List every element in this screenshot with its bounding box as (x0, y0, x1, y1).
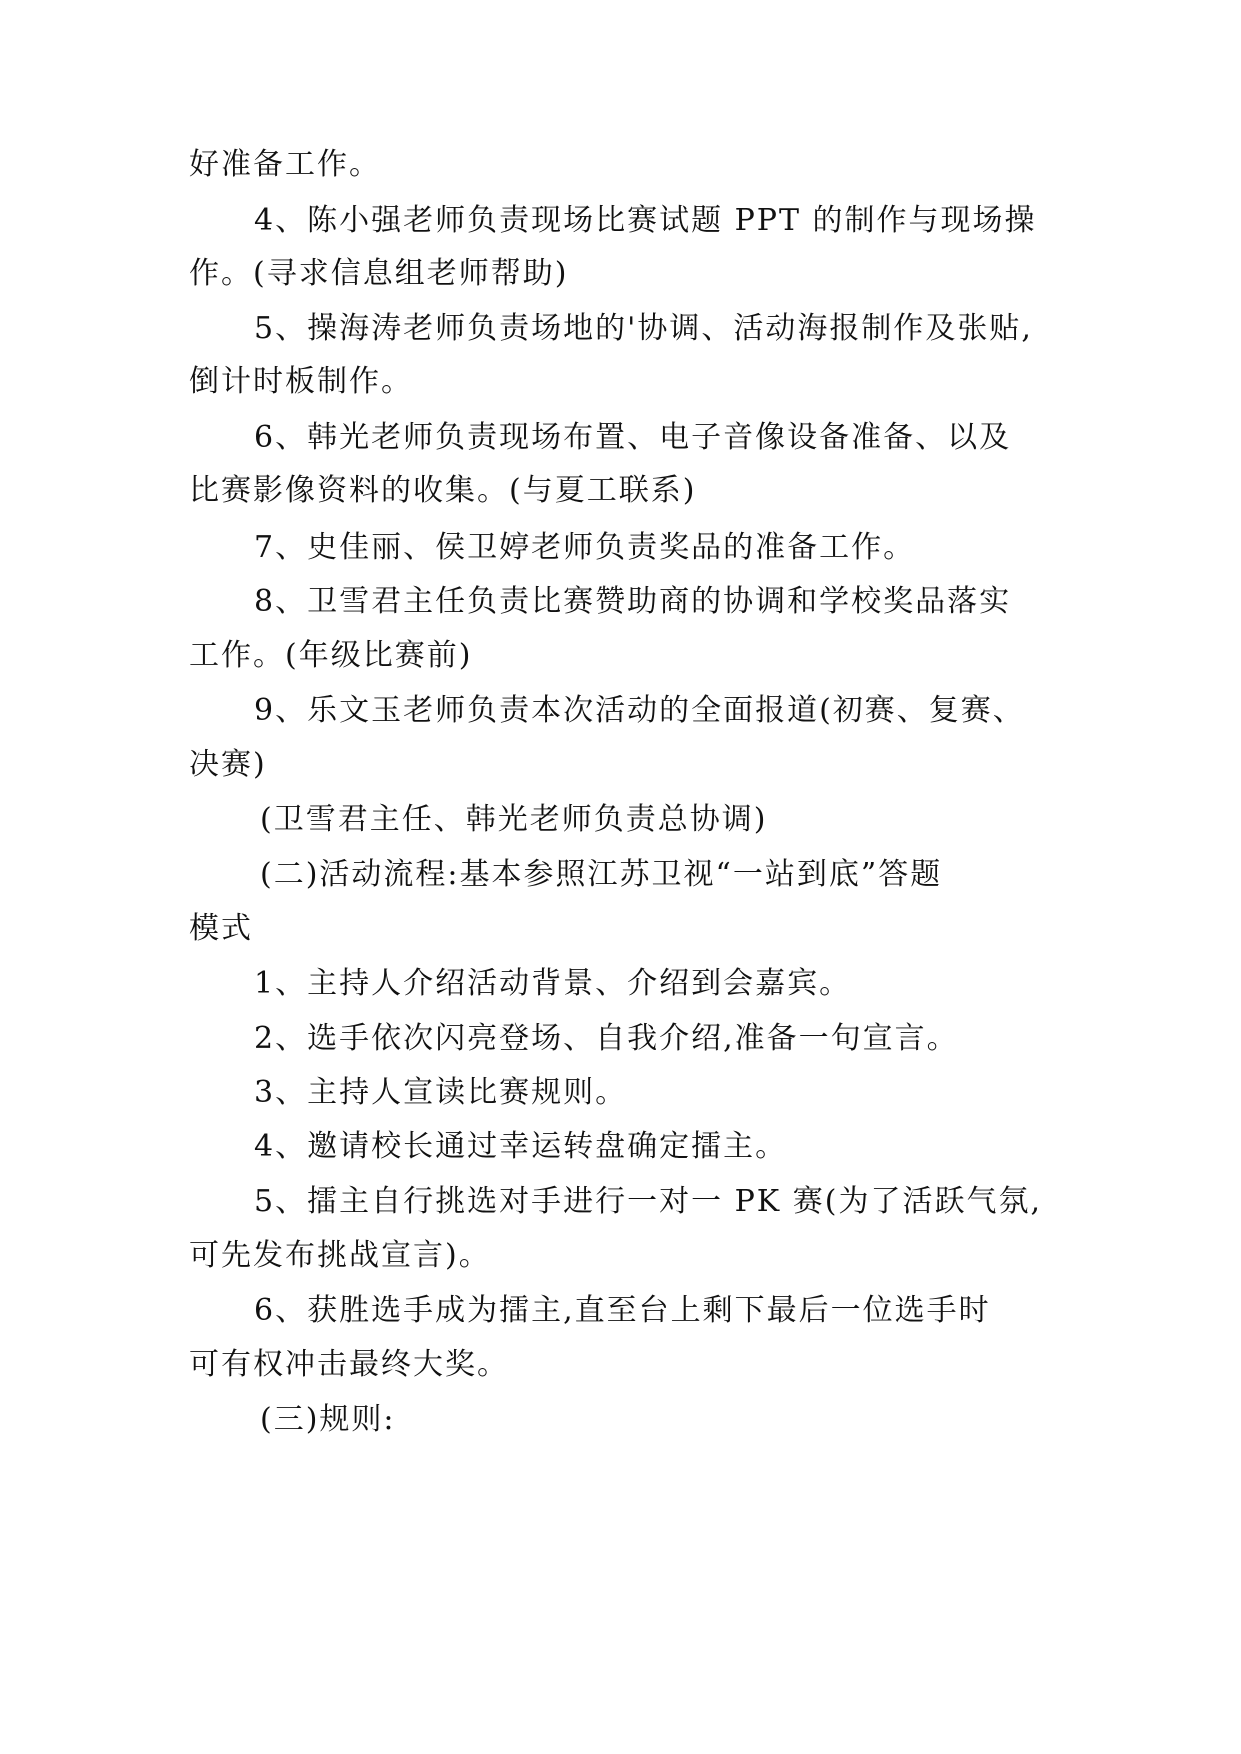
section-heading: (二)活动流程:基本参照江苏卫视“一站到底”答题 (260, 857, 943, 892)
paragraph-line: 6、获胜选手成为擂主,直至台上剩下最后一位选手时 (254, 1293, 991, 1328)
paragraph-line: 4、陈小强老师负责现场比赛试题 PPT 的制作与现场操 (254, 203, 1037, 238)
paragraph-line: 倒计时板制作。 (189, 364, 413, 399)
paragraph-line: (卫雪君主任、韩光老师负责总协调) (260, 802, 768, 837)
paragraph-line: 4、邀请校长通过幸运转盘确定擂主。 (254, 1129, 788, 1164)
paragraph-line: 1、主持人介绍活动背景、介绍到会嘉宾。 (254, 966, 852, 1001)
paragraph-line: 3、主持人宣读比赛规则。 (254, 1075, 628, 1110)
section-heading: (三)规则: (260, 1402, 396, 1437)
paragraph-line: 9、乐文玉老师负责本次活动的全面报道(初赛、复赛、 (254, 693, 1025, 728)
paragraph-line: 8、卫雪君主任负责比赛赞助商的协调和学校奖品落实 (254, 584, 1012, 619)
paragraph-line: 5、操海涛老师负责场地的'协调、活动海报制作及张贴, (254, 311, 1033, 346)
paragraph-line: 作。(寻求信息组老师帮助) (189, 256, 569, 291)
paragraph-line: 可先发布挑战宣言)。 (189, 1238, 491, 1273)
paragraph-line: 5、擂主自行挑选对手进行一对一 PK 赛(为了活跃气氛, (254, 1184, 1042, 1219)
paragraph-line: 工作。(年级比赛前) (189, 638, 473, 673)
paragraph-line: 可有权冲击最终大奖。 (189, 1347, 509, 1382)
paragraph-line: 2、选手依次闪亮登场、自我介绍,准备一句宣言。 (254, 1021, 959, 1056)
paragraph-line: 模式 (189, 911, 253, 946)
paragraph-line: 决赛) (189, 747, 267, 782)
paragraph-line: 好准备工作。 (189, 147, 381, 182)
paragraph-line: 比赛影像资料的收集。(与夏工联系) (189, 473, 697, 508)
paragraph-line: 6、韩光老师负责现场布置、电子音像设备准备、以及 (254, 420, 1012, 455)
paragraph-line: 7、史佳丽、侯卫婷老师负责奖品的准备工作。 (254, 530, 916, 565)
